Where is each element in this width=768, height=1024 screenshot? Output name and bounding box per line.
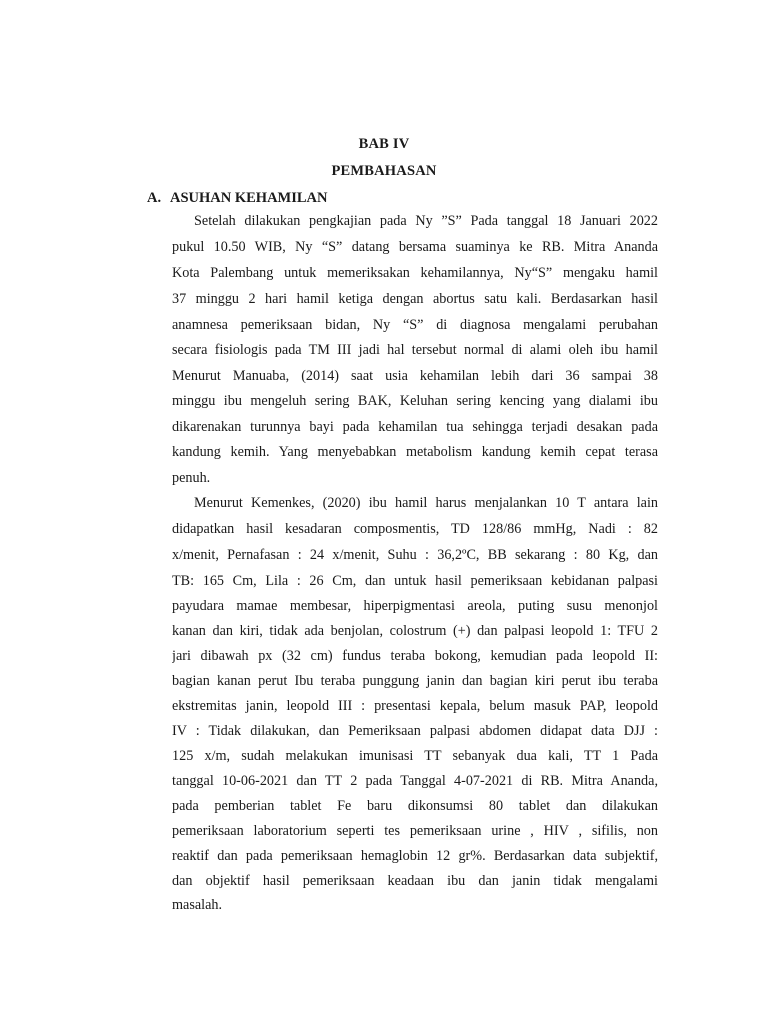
paragraph-line: pada pemberian tablet Fe baru dikonsumsi 80 tablet dan dilakukan xyxy=(172,798,658,814)
paragraph-line: Menurut Kemenkes, (2020) ibu hamil harus menjalankan 10 T antara lain xyxy=(194,495,658,511)
paragraph-line: IV : Tidak dilakukan, dan Pemeriksaan palpasi abdomen didapat data DJJ : xyxy=(172,723,658,739)
section-heading xyxy=(147,189,328,207)
paragraph-line: 37 minggu 2 hari hamil ketiga dengan abortus satu kali. Berdasarkan hasil xyxy=(172,291,658,307)
paragraph-line: pukul 10.50 WIB, Ny “S” datang bersama suaminya ke RB. Mitra Ananda xyxy=(172,239,658,255)
paragraph-line: didapatkan hasil kesadaran composmentis, TD 128/86 mmHg, Nadi : 82 xyxy=(172,521,658,537)
paragraph-line: x/menit, Pernafasan : 24 x/menit, Suhu : 36,2ºC, BB sekarang : 80 Kg, dan xyxy=(172,547,658,563)
paragraph-line: tanggal 10-06-2021 dan TT 2 pada Tanggal 4-07-2021 di RB. Mitra Ananda, xyxy=(172,773,658,789)
chapter-title: PEMBAHASAN xyxy=(331,163,437,179)
paragraph-line: kanan dan kiri, tidak ada benjolan, colostrum (+) dan palpasi leopold 1: TFU 2 xyxy=(172,623,658,639)
paragraph-line: minggu ibu mengeluh sering BAK, Keluhan sering kencing yang dialami ibu xyxy=(172,393,658,409)
paragraph-line: Kota Palembang untuk memeriksakan kehamilannya, Ny“S” mengaku hamil xyxy=(172,265,658,281)
paragraph-line: ekstremitas janin, leopold III : presentasi kepala, belum masuk PAP, leopold xyxy=(172,698,658,714)
paragraph-line: penuh. xyxy=(172,470,211,486)
paragraph-line: secara fisiologis pada TM III jadi hal tersebut normal di alami oleh ibu hamil xyxy=(172,342,658,358)
paragraph-line: payudara mamae membesar, hiperpigmentasi areola, puting susu menonjol xyxy=(172,598,658,614)
paragraph-line: Menurut Manuaba, (2014) saat usia kehamilan lebih dari 36 sampai 38 xyxy=(172,368,658,384)
paragraph-line: dan objektif hasil pemeriksaan keadaan ibu dan janin tidak mengalami xyxy=(172,873,658,889)
section-marker: A. xyxy=(147,190,162,206)
paragraph-line: dikarenakan turunnya bayi pada kehamilan tua sehingga terjadi desakan pada xyxy=(172,419,658,435)
paragraph-line: jari dibawah px (32 cm) fundus teraba bokong, kemudian pada leopold II: xyxy=(172,648,658,664)
paragraph-line: anamnesa pemeriksaan bidan, Ny “S” di diagnosa mengalami perubahan xyxy=(172,317,658,333)
paragraph-line: reaktif dan pada pemeriksaan hemaglobin 12 gr%. Berdasarkan data subjektif, xyxy=(172,848,658,864)
paragraph-line: 125 x/m, sudah melakukan imunisasi TT sebanyak dua kali, TT 1 Pada xyxy=(172,748,658,764)
paragraph-line: pemeriksaan laboratorium seperti tes pemeriksaan urine , HIV , sifilis, non xyxy=(172,823,658,839)
paragraph-line: bagian kanan perut Ibu teraba punggung janin dan bagian kiri perut ibu teraba xyxy=(172,673,658,689)
paragraph-line: Setelah dilakukan pengkajian pada Ny ”S” Pada tanggal 18 Januari 2022 xyxy=(194,213,658,229)
section-title: ASUHAN KEHAMILAN xyxy=(170,190,328,206)
chapter-number: BAB IV xyxy=(358,136,410,152)
paragraph-line: masalah. xyxy=(172,897,223,913)
paragraph-line: TB: 165 Cm, Lila : 26 Cm, dan untuk hasil pemeriksaan kebidanan palpasi xyxy=(172,573,658,589)
paragraph-line: kandung kemih. Yang menyebabkan metabolism kandung kemih cepat terasa xyxy=(172,444,658,460)
